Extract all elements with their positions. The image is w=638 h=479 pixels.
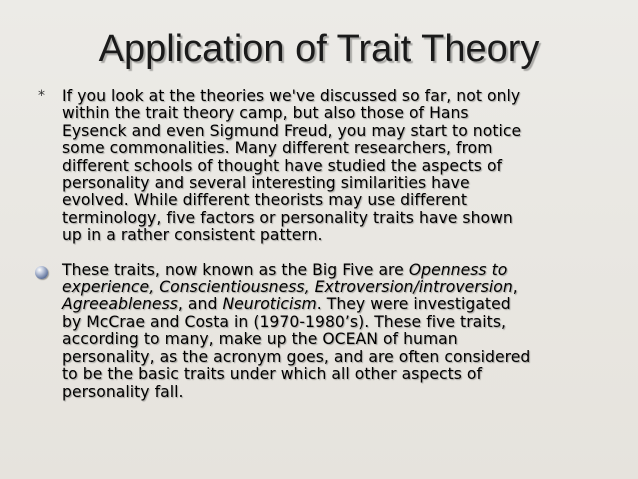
- bullet-2-line-2: [62, 279, 610, 296]
- bullet-2-line-5: according to many, make up the OCEAN of human: [62, 330, 458, 349]
- orb-bullet-icon: [35, 266, 48, 279]
- bullet-2-line-3: [62, 296, 610, 313]
- asterisk-bullet-icon: *: [38, 88, 46, 104]
- bullet-item-2: [30, 262, 610, 401]
- bullet-1-line-6: personality and several interesting similarities have: [62, 174, 470, 193]
- bullet-1-line-4: some commonalities. Many different researchers, from: [62, 139, 493, 158]
- bullet-2-line-4: by McCrae and Costa in (1970-1980’s). These five traits,: [62, 312, 507, 331]
- bullet-1-line-7: evolved. While different theorists may use different: [62, 191, 468, 210]
- trait-openness: Openness to: [408, 260, 508, 279]
- bullet-2-line-7: to be the basic traits under which all other aspects of: [62, 365, 483, 384]
- bullet-2-line-1: [62, 262, 610, 279]
- bullet-2-line-6: personality, as the acronym goes, and are often considered: [62, 347, 531, 366]
- bullet-1-line-9: up in a rather consistent pattern.: [62, 226, 323, 245]
- bullet-2-line-8: personality fall.: [62, 382, 184, 401]
- trait-neuroticism: Neuroticism: [222, 295, 317, 314]
- bullet-1-line-8: terminology, five factors or personality traits have shown: [62, 208, 513, 227]
- bullet-1-line-3: Eysenck and even Sigmund Freud, you may start to notice: [62, 121, 522, 140]
- bullet-1-line-5: different schools of thought have studied the aspects of: [62, 156, 503, 175]
- slide-title: Application of Trait Theory: [98, 28, 540, 70]
- bullet-2-comma: ,: [512, 278, 518, 297]
- bullet-1-line-1: If you look at the theories we've discussed so far, not only: [62, 87, 521, 105]
- bullet-1-line-2: within the trait theory camp, but also those of Hans: [62, 104, 469, 123]
- bullet-item-1: [30, 88, 610, 245]
- bullet-2-investigated: . They were investigated: [316, 295, 511, 314]
- bullet-2-and: , and: [177, 295, 223, 314]
- bullet-2-text: These traits, now known as the Big Five are: [62, 260, 409, 279]
- slide-content: [30, 88, 610, 401]
- trait-agreeableness: Agreeableness: [62, 295, 178, 314]
- trait-list: experience, Conscientiousness, Extroversion/introversion: [62, 278, 513, 297]
